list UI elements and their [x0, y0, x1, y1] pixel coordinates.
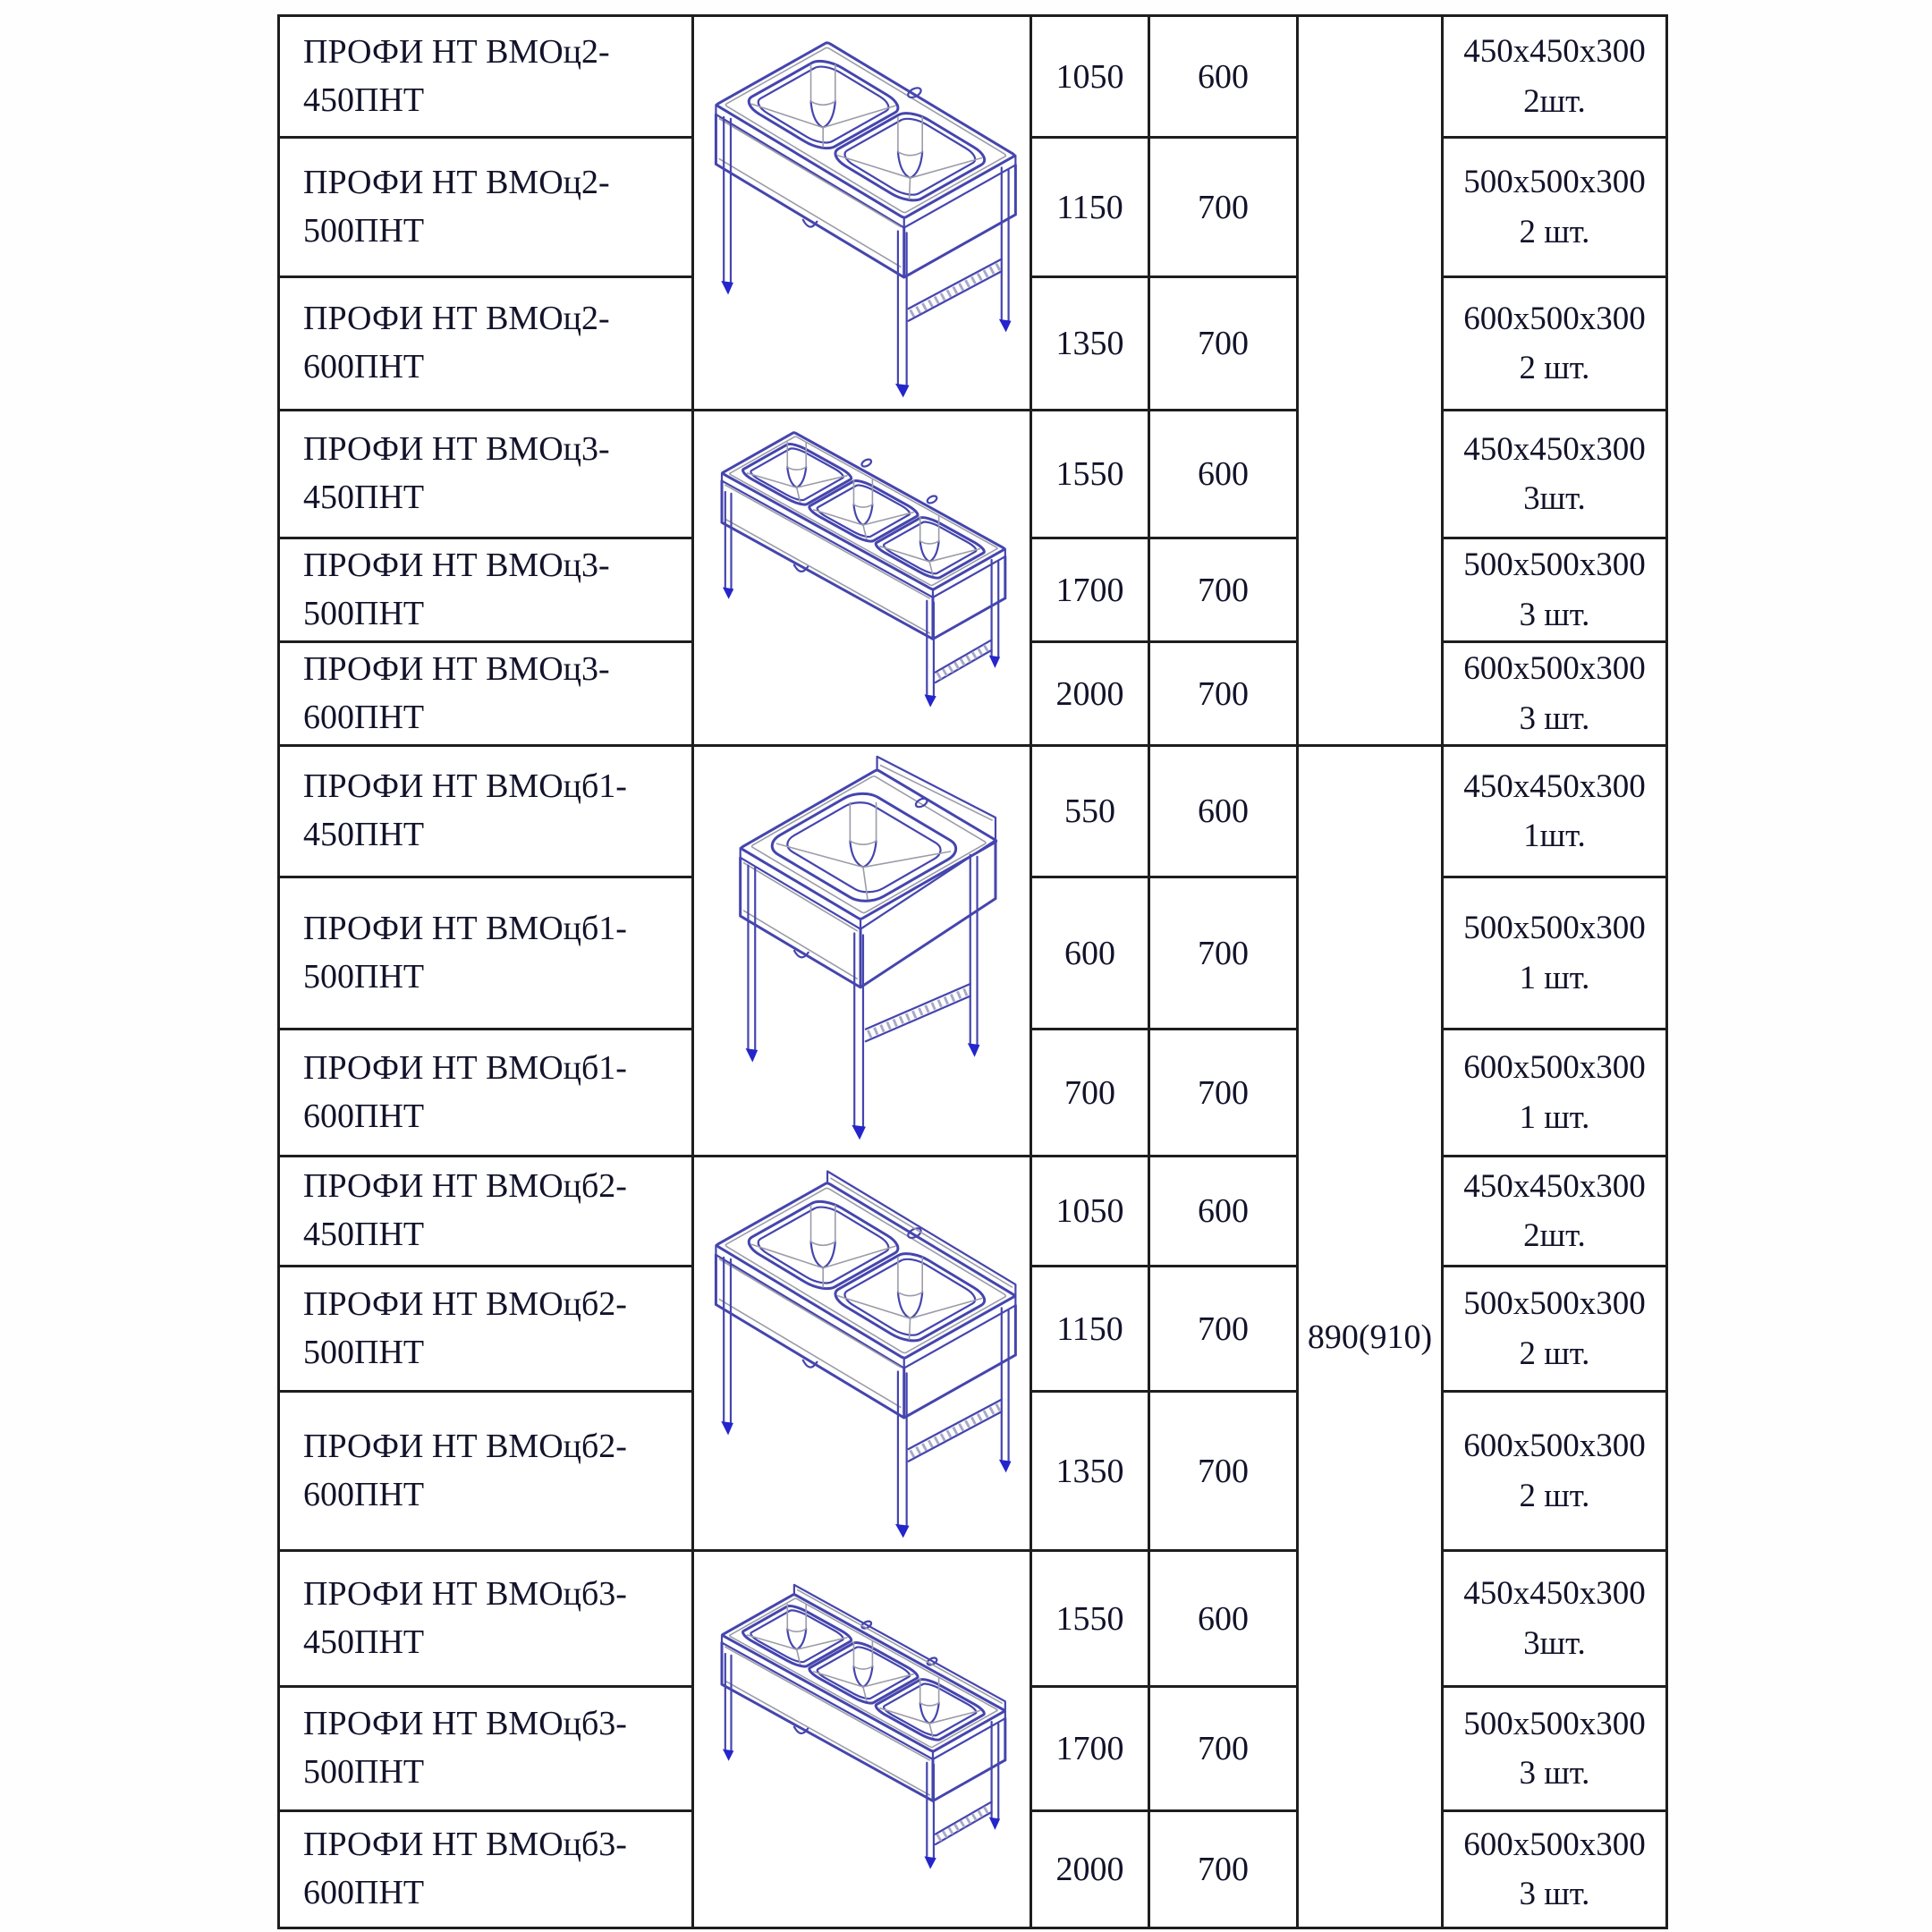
- table-row: [279, 746, 1667, 877]
- model-name-line1: ПРОФИ НТ ВМОц3-: [303, 430, 610, 469]
- bowl-qty: 3шт.: [1523, 1624, 1586, 1662]
- bowl-size: 600х500х300: [1463, 1826, 1646, 1863]
- double-bowl-sink-backsplash-drawing: [697, 1161, 1028, 1546]
- model-name-line2: 450ПНТ: [303, 1623, 425, 1661]
- bowl-dims-cell: [1443, 277, 1667, 411]
- model-cell: [279, 411, 693, 538]
- length-cell: 600: [1031, 877, 1149, 1030]
- depth-cell: 600: [1149, 1157, 1298, 1267]
- depth-cell: 700: [1149, 877, 1298, 1030]
- model-name-line1: ПРОФИ НТ ВМОц3-: [303, 546, 610, 584]
- model-cell: [279, 1267, 693, 1392]
- bowl-qty: 3 шт.: [1519, 1755, 1590, 1792]
- sink-specification-table: [277, 14, 1668, 1929]
- model-cell: [279, 642, 693, 746]
- model-cell: [279, 1551, 693, 1687]
- model-cell: [279, 1687, 693, 1811]
- length-cell: 2000: [1031, 642, 1149, 746]
- bowl-qty: 3шт.: [1523, 480, 1586, 517]
- length-cell: 1150: [1031, 138, 1149, 277]
- bowl-size: 500х500х300: [1463, 910, 1646, 946]
- bowl-size: 500х500х300: [1463, 547, 1646, 583]
- bowl-size: 450х450х300: [1463, 767, 1646, 805]
- length-cell: 700: [1031, 1030, 1149, 1157]
- bowl-size: 500х500х300: [1463, 164, 1646, 200]
- model-name-line1: ПРОФИ НТ ВМОцб3-: [303, 1574, 627, 1613]
- bowl-qty: 2шт.: [1523, 1217, 1586, 1254]
- bowl-dims-cell: [1443, 1811, 1667, 1928]
- model-name-line2: 500ПНТ: [303, 1753, 425, 1791]
- model-cell: [279, 538, 693, 642]
- length-cell: 1350: [1031, 277, 1149, 411]
- model-name-line1: ПРОФИ НТ ВМОцб1-: [303, 767, 627, 806]
- depth-cell: 600: [1149, 746, 1298, 877]
- bowl-qty: 3 шт.: [1519, 1876, 1590, 1912]
- model-name-line2: 600ПНТ: [303, 1097, 425, 1135]
- depth-cell: 700: [1149, 1030, 1298, 1157]
- depth-cell: 700: [1149, 277, 1298, 411]
- bowl-dims-cell: [1443, 746, 1667, 877]
- bowl-dims-cell: [1443, 877, 1667, 1030]
- bowl-size: 500х500х300: [1463, 1705, 1646, 1742]
- model-name-line1: ПРОФИ НТ ВМОцб3-: [303, 1705, 627, 1743]
- sink-drawing-cell: [693, 411, 1031, 746]
- model-cell: [279, 1157, 693, 1267]
- model-name-line2: 450ПНТ: [303, 1216, 425, 1253]
- bowl-dims-cell: [1443, 1030, 1667, 1157]
- height-cell-empty: [1298, 16, 1443, 746]
- model-name-line1: ПРОФИ НТ ВМОц2-: [303, 163, 610, 201]
- model-cell: [279, 746, 693, 877]
- sink-drawing-cell: [693, 1157, 1031, 1551]
- depth-cell: 600: [1149, 1551, 1298, 1687]
- bowl-dims-cell: [1443, 642, 1667, 746]
- model-name-line1: ПРОФИ НТ ВМОц3-: [303, 649, 610, 688]
- triple-bowl-sink-drawing: [697, 420, 1028, 735]
- bowl-dims-cell: [1443, 538, 1667, 642]
- model-name-line2: 600ПНТ: [303, 1475, 425, 1513]
- bowl-size: 500х500х300: [1463, 1285, 1646, 1322]
- length-cell: 1700: [1031, 1687, 1149, 1811]
- bowl-qty: 2 шт.: [1519, 350, 1590, 386]
- model-name-line2: 450ПНТ: [303, 80, 425, 119]
- bowl-qty: 2 шт.: [1519, 1477, 1590, 1514]
- bowl-dims-cell: [1443, 1157, 1667, 1267]
- bowl-qty: 1 шт.: [1519, 1098, 1590, 1136]
- table-row: [279, 1551, 1667, 1687]
- bowl-qty: 2 шт.: [1519, 1335, 1590, 1372]
- bowl-dims-cell: [1443, 1687, 1667, 1811]
- double-bowl-sink-drawing: [697, 21, 1028, 405]
- bowl-dims-cell: [1443, 16, 1667, 138]
- model-name-line1: ПРОФИ НТ ВМОц2-: [303, 300, 610, 338]
- depth-cell: 700: [1149, 1267, 1298, 1392]
- model-name-line1: ПРОФИ НТ ВМОцб2-: [303, 1167, 627, 1206]
- bowl-qty: 2 шт.: [1519, 213, 1590, 250]
- model-cell: [279, 277, 693, 411]
- model-name-line2: 600ПНТ: [303, 1874, 425, 1911]
- model-cell: [279, 877, 693, 1030]
- model-cell: [279, 1392, 693, 1551]
- sink-drawing-cell: [693, 1551, 1031, 1928]
- length-cell: 2000: [1031, 1811, 1149, 1928]
- model-name-line2: 500ПНТ: [303, 211, 425, 250]
- sink-drawing-cell: [693, 16, 1031, 411]
- model-name-line2: 600ПНТ: [303, 348, 425, 386]
- depth-cell: 700: [1149, 1392, 1298, 1551]
- bowl-qty: 3 шт.: [1519, 596, 1590, 633]
- length-cell: 550: [1031, 746, 1149, 877]
- bowl-qty: 1шт.: [1523, 818, 1586, 854]
- model-name-line1: ПРОФИ НТ ВМОцб1-: [303, 909, 627, 947]
- model-name-line2: 500ПНТ: [303, 594, 425, 632]
- bowl-size: 450х450х300: [1463, 1575, 1646, 1612]
- bowl-qty: 1 шт.: [1519, 959, 1590, 996]
- length-cell: 1700: [1031, 538, 1149, 642]
- length-cell: 1050: [1031, 1157, 1149, 1267]
- length-cell: 1050: [1031, 16, 1149, 138]
- depth-cell: 700: [1149, 538, 1298, 642]
- bowl-size: 450х450х300: [1463, 430, 1646, 468]
- single-bowl-sink-drawing: [697, 750, 1028, 1152]
- depth-cell: 700: [1149, 1811, 1298, 1928]
- bowl-qty: 2шт.: [1523, 82, 1586, 120]
- depth-cell: 700: [1149, 138, 1298, 277]
- model-name-line1: ПРОФИ НТ ВМОцб1-: [303, 1048, 627, 1087]
- model-name-line1: ПРОФИ НТ ВМОцб2-: [303, 1284, 627, 1323]
- model-name-line1: ПРОФИ НТ ВМОцб2-: [303, 1427, 627, 1465]
- bowl-dims-cell: [1443, 1392, 1667, 1551]
- bowl-size: 450х450х300: [1463, 1167, 1646, 1205]
- depth-cell: 600: [1149, 16, 1298, 138]
- bowl-qty: 3 шт.: [1519, 699, 1590, 737]
- model-name-line1: ПРОФИ НТ ВМОц2-: [303, 32, 610, 71]
- bowl-dims-cell: [1443, 411, 1667, 538]
- bowl-size: 600х500х300: [1463, 1428, 1646, 1464]
- table-row: [279, 1157, 1667, 1267]
- depth-cell: 600: [1149, 411, 1298, 538]
- length-cell: 1150: [1031, 1267, 1149, 1392]
- triple-bowl-sink-backsplash-drawing: [697, 1582, 1028, 1897]
- bowl-dims-cell: [1443, 1551, 1667, 1687]
- model-cell: [279, 1030, 693, 1157]
- bowl-size: 600х500х300: [1463, 650, 1646, 687]
- length-cell: 1350: [1031, 1392, 1149, 1551]
- bowl-size: 600х500х300: [1463, 1049, 1646, 1086]
- height-cell: 890(910): [1298, 746, 1443, 1928]
- model-name-line2: 450ПНТ: [303, 816, 425, 853]
- bowl-size: 450х450х300: [1463, 33, 1646, 70]
- model-name-line1: ПРОФИ НТ ВМОцб3-: [303, 1826, 627, 1864]
- depth-cell: 700: [1149, 1687, 1298, 1811]
- model-cell: [279, 16, 693, 138]
- depth-cell: 700: [1149, 642, 1298, 746]
- bowl-dims-cell: [1443, 1267, 1667, 1392]
- model-name-line2: 600ПНТ: [303, 698, 425, 736]
- length-cell: 1550: [1031, 1551, 1149, 1687]
- model-cell: [279, 1811, 693, 1928]
- bowl-size: 600х500х300: [1463, 300, 1646, 337]
- model-name-line2: 500ПНТ: [303, 957, 425, 996]
- sink-drawing-cell: [693, 746, 1031, 1157]
- table-row: [279, 16, 1667, 138]
- bowl-dims-cell: [1443, 138, 1667, 277]
- model-cell: [279, 138, 693, 277]
- length-cell: 1550: [1031, 411, 1149, 538]
- model-name-line2: 500ПНТ: [303, 1333, 425, 1371]
- model-name-line2: 450ПНТ: [303, 479, 425, 516]
- table-row: [279, 411, 1667, 538]
